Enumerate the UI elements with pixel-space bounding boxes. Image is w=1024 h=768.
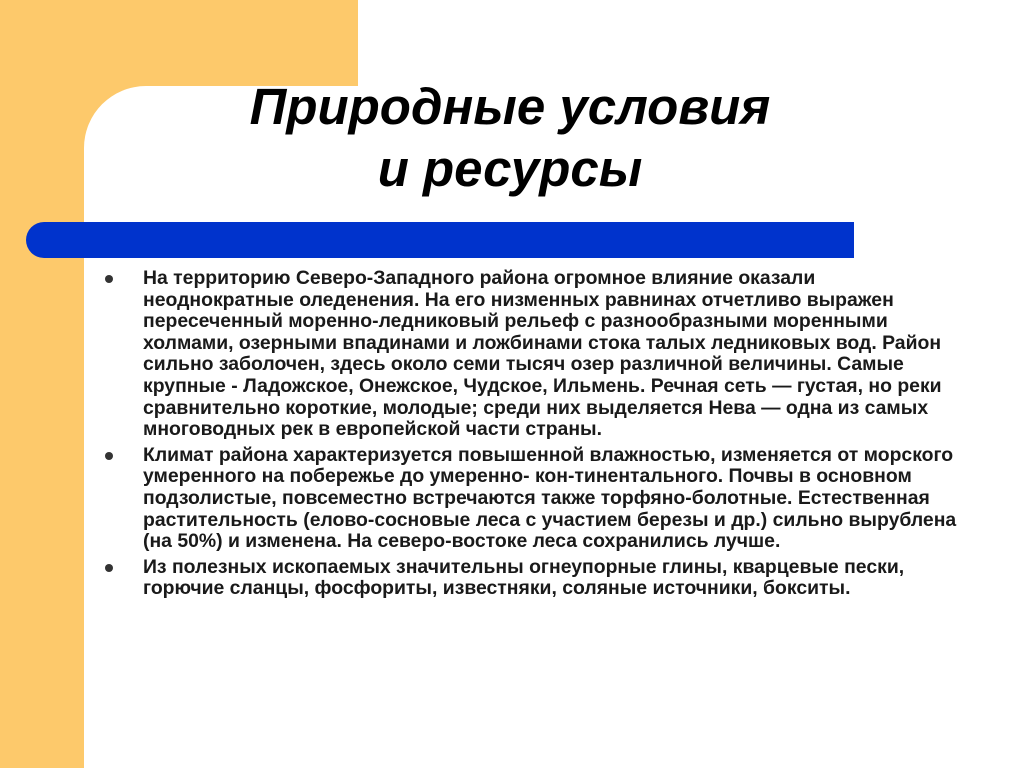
- slide-title: [160, 76, 860, 200]
- bullet-dot-icon: [105, 275, 113, 283]
- title-line-1: Природные условия: [249, 78, 771, 135]
- title-line-2: и ресурсы: [377, 140, 643, 197]
- bullet-item-minerals: [105, 557, 965, 600]
- bullet-item-relief: [105, 268, 965, 441]
- bullet-text: Из полезных ископаемых значительны огнеупорные глины, кварцевые пески, горючие сланцы, фосфориты, известняки, соляные источники, бокситы.: [143, 555, 905, 600]
- title-underline-bar: [26, 222, 854, 258]
- bullet-dot-icon: [105, 564, 113, 572]
- bullet-item-climate: [105, 445, 965, 553]
- bullet-list: [105, 268, 965, 604]
- bullet-dot-icon: [105, 452, 113, 460]
- bullet-text: Климат района характеризуется повышенной влажностью, изменяется от морского умеренного на побережье до умеренно- кон-тинентального. Почвы в основном подзолистые, повсеместно встречаются также торфяно-болотные. Естественная растительность (елово-сосновые леса с участием березы и др.) сильно вырублена (на 50%) и изменена. На северо-востоке леса сохранились лучше.: [143, 443, 957, 553]
- bullet-text: На территорию Северо-Западного района огромное влияние оказали неоднократные оледенения. На его низменных равнинах отчетливо выражен пересеченный моренно-ледниковый рельеф с разнообразными моренными холмами, озерными впадинами и ложбинами стока талых ледниковых вод. Район сильно заболочен, здесь около семи тысяч озер различной величины. Самые крупные - Ладожское, Онежское, Чудское, Ильмень. Речная сеть — густая, но реки сравнительно короткие, молодые; среди них выделяется Нева — одна из самых многоводных рек в европейской части страны.: [143, 267, 942, 441]
